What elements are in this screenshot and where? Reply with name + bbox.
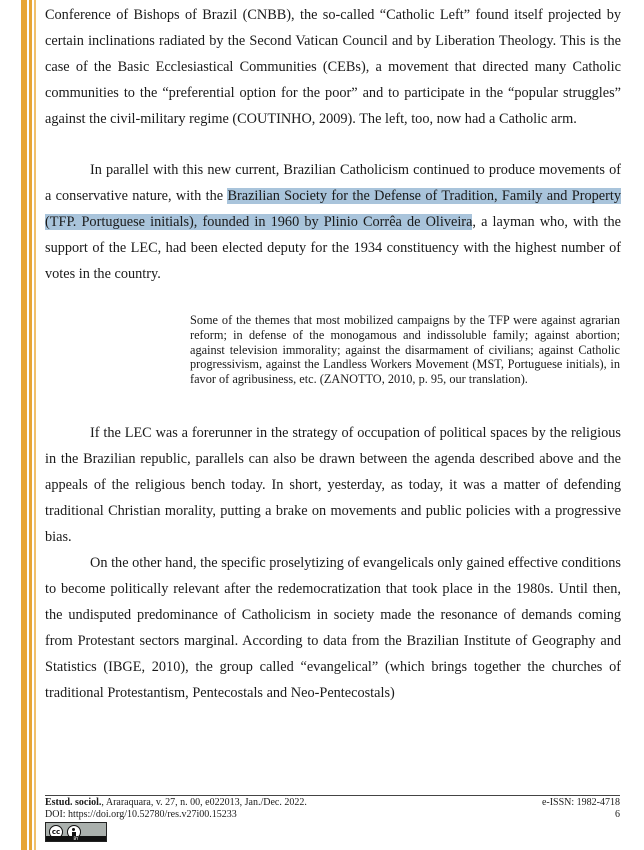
footer-doi[interactable]: DOI: https://doi.org/10.52780/res.v27i00.15233 <box>45 809 237 820</box>
paragraph-2 <box>45 157 621 287</box>
paragraph-3: If the LEC was a forerunner in the strategy of occupation of political spaces by the religious in the Brazilian republic, parallels can also be drawn between the agenda described above and the appeals of the religious bench today. In short, yesterday, as today, it was a matter of defending traditional Christian morality, putting a brake on movements and public policies with a progressive bias. <box>45 425 621 545</box>
creative-commons-badge[interactable] <box>45 822 107 842</box>
journal-citation: , Araraquara, v. 27, n. 00, e022013, Jan./Dec. 2022. <box>101 797 307 808</box>
footer-issn: e-ISSN: 1982-4718 <box>541 797 620 808</box>
paragraph-2-text-after: , a layman who, with the support of the LEC, had been elected deputy for the 1934 constituency with the highest number of votes in the country. <box>45 214 621 282</box>
highlighted-selection[interactable]: Brazilian Society for the Defense of Tradition, Family and Property (TFP. Portuguese initials), founded in 1960 by Plinio Corrêa de Oliveira <box>45 188 621 230</box>
margin-bar-thick <box>21 0 27 850</box>
by-label: BY <box>46 836 106 841</box>
footer-divider <box>45 795 620 796</box>
paragraph-4: On the other hand, the specific proselytizing of evangelicals only gained effective conditions to become politically relevant after the redemocratization that took place in the 1980s. Until then, the undisputed predominance of Catholicism in society made the resonance of demands coming from Protestant sectors marginal. According to data from the Brazilian Institute of Geography and Statistics (IBGE, 2010), the group called “evangelical” (which brings together the churches of traditional Protestantism, Pentecostals and Neo-Pentecostals) <box>45 555 621 701</box>
paragraph-1: Conference of Bishops of Brazil (CNBB), the so-called “Catholic Left” found itself projected by certain inclinations radiated by the Second Vatican Council and by Liberation Theology. This is the case of the Basic Ecclesiastical Communities (CEBs), a movement that directed many Catholic communities to the “preferential option for the poor” and to participate in the “popular struggles” against the civil-military regime (COUTINHO, 2009). The left, too, now had a Catholic arm. <box>45 7 621 127</box>
paragraph-2-text-before: In parallel with this new current, Brazilian Catholicism continued to produce movements of a conservative nature, with the <box>45 162 621 204</box>
margin-bar-medium <box>29 0 32 850</box>
journal-name: Estud. sociol. <box>45 797 102 808</box>
footer-issn-block <box>542 797 620 821</box>
page-number: 6 <box>615 809 620 820</box>
cc-icon: cc <box>49 825 63 839</box>
footer-citation-block <box>45 797 307 821</box>
block-quote: Some of the themes that most mobilized campaigns by the TFP were against agrarian reform; in defense of the monogamous and indissoluble family; against abortion; against television immorality; against the disarmament of civilians; against Catholic progressivism, against the Landless Workers Movement (MST, Portuguese initials), in favor of agribusiness, etc. (ZANOTTO, 2010, p. 95, our translation). <box>190 313 620 387</box>
footer-citation <box>45 797 307 809</box>
margin-bar-thin <box>34 0 36 850</box>
